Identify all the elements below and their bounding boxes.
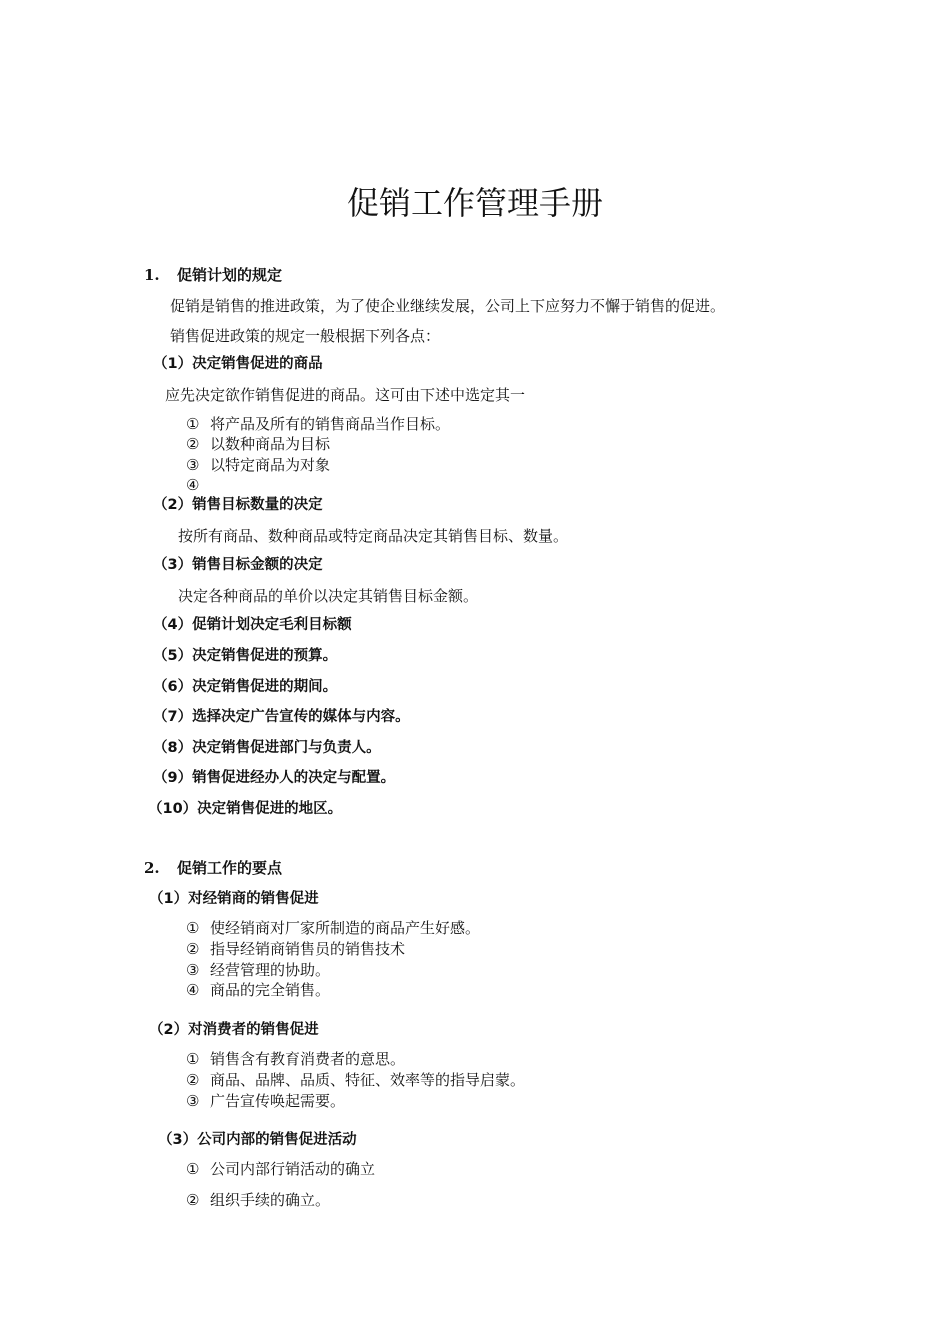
subsection-2-3-heading: （3）公司内部的销售促进活动 bbox=[158, 1132, 357, 1148]
list-item bbox=[186, 475, 210, 495]
list-marker: ③ bbox=[186, 456, 200, 474]
subsection-1-10-heading: （10）决定销售促进的地区。 bbox=[148, 801, 343, 817]
list-item-text: 指导经销商销售员的销售技术 bbox=[210, 940, 406, 958]
subsection-1-8-heading: （8）决定销售促进部门与负责人。 bbox=[153, 740, 381, 756]
list-item-text: 使经销商对厂家所制造的商品产生好感。 bbox=[210, 919, 481, 937]
subsection-1-3-text: 决定各种商品的单价以决定其销售目标金额。 bbox=[178, 587, 479, 605]
list-item bbox=[186, 455, 330, 475]
list-item-text: 将产品及所有的销售商品当作目标。 bbox=[210, 415, 451, 433]
list-marker: ① bbox=[186, 919, 200, 937]
list-item bbox=[186, 939, 405, 959]
subsection-1-1-heading: （1）决定销售促进的商品 bbox=[153, 356, 323, 372]
list-item bbox=[186, 414, 450, 434]
list-item-text: 公司内部行销活动的确立 bbox=[210, 1160, 376, 1178]
list-marker: ① bbox=[186, 415, 200, 433]
list-item bbox=[186, 1070, 525, 1090]
section-2-title: 促销工作的要点 bbox=[177, 859, 283, 877]
subsection-1-7-heading: （7）选择决定广告宣传的媒体与内容。 bbox=[153, 709, 410, 725]
subsection-1-9-heading: （9）销售促进经办人的决定与配置。 bbox=[153, 770, 396, 786]
subsection-1-2-heading: （2）销售目标数量的决定 bbox=[153, 497, 323, 513]
list-item bbox=[186, 960, 330, 980]
list-item bbox=[186, 1190, 330, 1210]
list-marker: ③ bbox=[186, 1092, 200, 1110]
list-marker: ② bbox=[186, 435, 200, 453]
list-marker: ④ bbox=[186, 476, 200, 494]
list-item bbox=[186, 980, 330, 1000]
document-title: 促销工作管理手册 bbox=[346, 184, 603, 222]
subsection-1-3-heading: （3）销售目标金额的决定 bbox=[153, 557, 323, 573]
section-1-intro-1: 促销是销售的推进政策，为了使企业继续发展，公司上下应努力不懈于销售的促进。 bbox=[170, 297, 726, 315]
subsection-2-1-heading: （1）对经销商的销售促进 bbox=[149, 891, 319, 907]
list-marker: ① bbox=[186, 1160, 200, 1178]
list-marker: ② bbox=[186, 940, 200, 958]
subsection-2-2-heading: （2）对消费者的销售促进 bbox=[149, 1022, 319, 1038]
list-marker: ② bbox=[186, 1191, 200, 1209]
section-1-heading bbox=[144, 265, 282, 285]
subsection-1-1-text: 应先决定欲作销售促进的商品。这可由下述中选定其一 bbox=[165, 386, 526, 404]
section-2-number: 2. bbox=[144, 859, 160, 877]
list-item bbox=[186, 1091, 345, 1111]
list-marker: ② bbox=[186, 1071, 200, 1089]
subsection-1-6-heading: （6）决定销售促进的期间。 bbox=[153, 679, 338, 695]
list-item-text: 经营管理的协助。 bbox=[210, 961, 331, 979]
list-marker: ③ bbox=[186, 961, 200, 979]
subsection-1-4-heading: （4）促销计划决定毛利目标额 bbox=[153, 617, 352, 633]
list-item-text: 销售含有教育消费者的意思。 bbox=[210, 1050, 406, 1068]
section-1-intro-2: 销售促进政策的规定一般根据下列各点： bbox=[170, 327, 441, 345]
list-item bbox=[186, 918, 480, 938]
section-1-number: 1. bbox=[144, 266, 160, 284]
list-item bbox=[186, 434, 330, 454]
list-item-text: 组织手续的确立。 bbox=[210, 1191, 331, 1209]
list-item bbox=[186, 1049, 405, 1069]
subsection-1-2-text: 按所有商品、数种商品或特定商品决定其销售目标、数量。 bbox=[178, 527, 569, 545]
list-item-text: 商品、品牌、品质、特征、效率等的指导启蒙。 bbox=[210, 1071, 526, 1089]
subsection-1-5-heading: （5）决定销售促进的预算。 bbox=[153, 648, 338, 664]
list-marker: ④ bbox=[186, 981, 200, 999]
list-item-text: 以特定商品为对象 bbox=[210, 456, 331, 474]
list-marker: ① bbox=[186, 1050, 200, 1068]
list-item bbox=[186, 1159, 375, 1179]
section-1-title: 促销计划的规定 bbox=[177, 266, 283, 284]
list-item-text: 广告宣传唤起需要。 bbox=[210, 1092, 346, 1110]
list-item-text: 以数种商品为目标 bbox=[210, 435, 331, 453]
section-2-heading bbox=[144, 858, 282, 878]
list-item-text: 商品的完全销售。 bbox=[210, 981, 331, 999]
